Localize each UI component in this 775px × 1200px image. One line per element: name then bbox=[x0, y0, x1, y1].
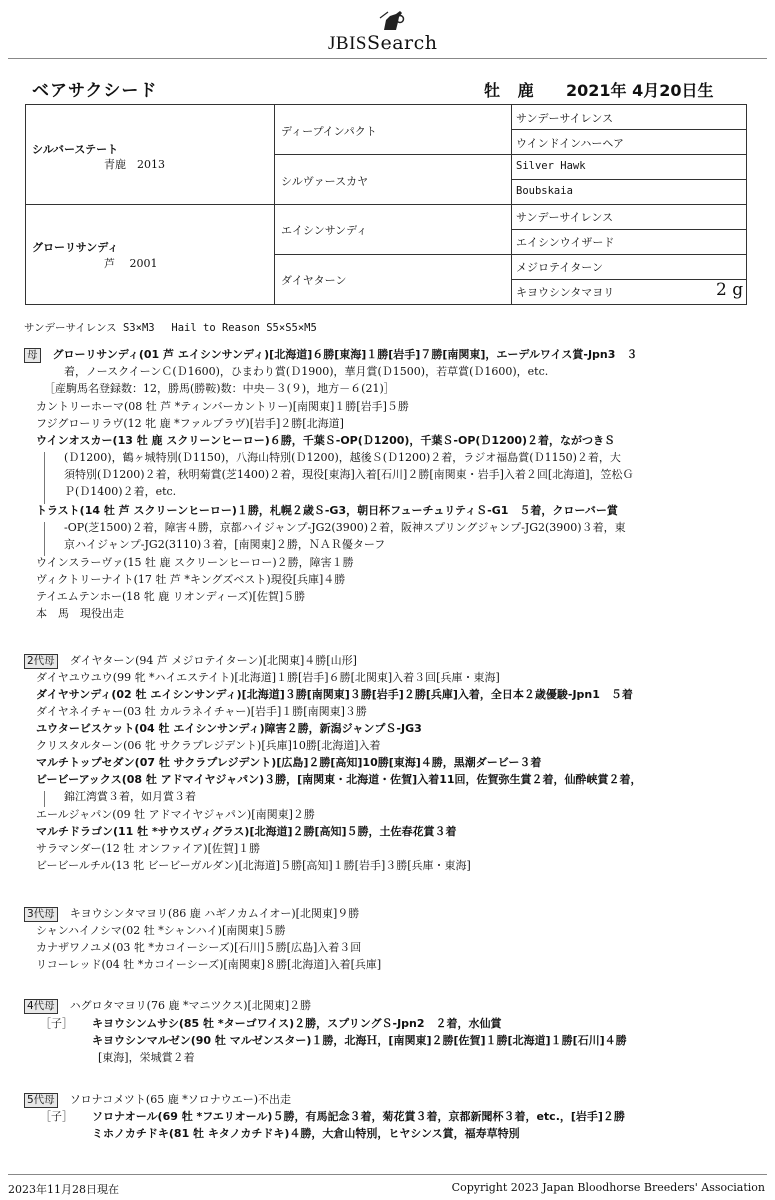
offspring-row[interactable]: ウインスラーヴァ(15 牡 鹿 スクリーンヒーロー)２勝，障害１勝 bbox=[36, 556, 354, 569]
header-divider bbox=[8, 58, 767, 59]
generation-note: 2 g bbox=[716, 280, 744, 300]
dam-name[interactable]: グローリサンディ bbox=[32, 241, 119, 254]
offspring-row[interactable]: ダイヤネイチャー(03 牡 カルラネイチャー)[岩手]１勝[南関東]３勝 bbox=[36, 705, 367, 718]
sire-name[interactable]: シルバーステート bbox=[32, 143, 119, 156]
sire-dam[interactable]: シルヴァースカヤ bbox=[281, 175, 369, 188]
dam-sire-sire[interactable]: サンデーサイレンス bbox=[516, 211, 614, 224]
dam-dam-dam[interactable]: キヨウシンタマヨリ bbox=[516, 286, 615, 299]
offspring-row[interactable]: マルチトップセダン(07 牡 サクラプレジデント)[広島]２勝[高知]10勝[東海]４勝，黒潮ダービー３着 bbox=[36, 756, 542, 769]
offspring-row: 本 馬 現役出走 bbox=[36, 607, 124, 620]
offspring-row-cont: -OP(芝1500)２着，障害４勝，京都ハイジャンプ-JG2(3900)２着，阪神スプリングジャンプ-JG2(3900)３着，東 bbox=[64, 521, 626, 534]
offspring-row[interactable]: カナザワノユメ(03 牝 *カコイーシーズ)[石川]５勝[広島]入着３回 bbox=[36, 941, 362, 954]
offspring-row[interactable]: カントリーホーマ(08 牡 芦 *ティンバーカントリー)[南関東]１勝[岩手]５勝 bbox=[36, 400, 409, 413]
offspring-row[interactable]: キヨウシンマルゼン(90 牡 マルゼンスター)１勝，北海Ｈ，[南関東]２勝[佐賀]１勝[北海道]１勝[石川]４勝 bbox=[92, 1034, 627, 1047]
gen1-line-2: ［産駒馬名登録数：12，勝馬(勝鞍)数：中央－３(９)，地方－６(21)］ bbox=[44, 382, 395, 395]
gen4-tag: 4代母 bbox=[24, 999, 58, 1014]
offspring-row[interactable]: ミホノカチドキ(81 牡 キタノカチドキ)４勝，大倉山特別，ヒヤシンス賞，福寿草特別 bbox=[92, 1127, 520, 1140]
offspring-row[interactable]: エールジャパン(09 牡 アドマイヤジャパン)[南関東]２勝 bbox=[36, 808, 315, 821]
dam-info: 芦 2001 bbox=[104, 257, 158, 270]
logo-text-left: JBIS bbox=[328, 33, 367, 54]
sire-dam-dam[interactable]: Boubskaia bbox=[516, 185, 573, 197]
gen2-tag: 2代母 bbox=[24, 654, 58, 669]
dam-sire[interactable]: エイシンサンディ bbox=[281, 224, 368, 237]
offspring-row[interactable]: ユウタービスケット(04 牡 エイシンサンディ)障害２勝，新潟ジャンプＳ-JG3 bbox=[36, 722, 422, 735]
dam-sire-dam[interactable]: エイシンウイザード bbox=[516, 236, 615, 249]
offspring-row-cont: 京ハイジャンプ-JG2(3110)３着，[南関東]２勝，ＮＡＲ優ターフ bbox=[64, 538, 386, 551]
offspring-row[interactable]: トラスト(14 牡 芦 スクリーンヒーロー)１勝，札幌２歳Ｓ-G3，朝日杯フューチュリティＳ-G1 ５着，クローバー賞 bbox=[36, 504, 618, 517]
offspring-row[interactable]: ソロナオール(69 牡 *フエリオール)５勝，有馬記念３着，菊花賞３着，京都新聞杯３着，etc.，[岩手]２勝 bbox=[92, 1110, 625, 1123]
offspring-row[interactable]: ダイヤサンディ(02 牡 エイシンサンディ)[北海道]３勝[南関東]３勝[岩手]２勝[兵庫]入着，全日本２歳優駿-Jpn1 ５着 bbox=[36, 688, 633, 701]
horse-birthdate: 2021年 4月20日生 bbox=[566, 81, 714, 100]
gen1-line-1: 着，ノースクイーンＣ(Ｄ1600)，ひまわり賞(Ｄ1900)，華月賞(Ｄ1500)，若草賞(Ｄ1600)，etc. bbox=[64, 365, 549, 378]
offspring-row[interactable]: リコーレッド(04 牡 *カコイーシーズ)[南関東]８勝[北海道]入着[兵庫] bbox=[36, 958, 382, 971]
jbis-logo[interactable] bbox=[328, 8, 468, 52]
horse-sex-color: 牡 鹿 bbox=[484, 81, 540, 100]
continuation-bar bbox=[44, 452, 45, 504]
offspring-row[interactable]: ダイヤユウユウ(99 牝 *ハイエステイト)[北海道]１勝[岩手]６勝[北関東]入着３回[兵庫・東海] bbox=[36, 671, 500, 684]
offspring-row-cont: (Ｄ1200)，鶴ヶ城特別(Ｄ1150)，八海山特別(Ｄ1200)，越後Ｓ(Ｄ1200)２着，ラジオ福島賞(Ｄ1150)２着，大 bbox=[64, 451, 621, 464]
copyright: Copyright 2023 Japan Bloodhorse Breeders' Association bbox=[451, 1181, 765, 1194]
sire-info: 青鹿 2013 bbox=[104, 158, 165, 171]
offspring-row[interactable]: サラマンダー(12 牡 オンファイア)[佐賀]１勝 bbox=[36, 842, 261, 855]
pedigree-table bbox=[25, 104, 747, 305]
sire-sire[interactable]: ディープインパクト bbox=[281, 125, 377, 138]
gen3-line-0: 3代母 キヨウシンタマヨリ(86 鹿 ハギノカムイオー)[北関東]９勝 bbox=[24, 905, 359, 922]
as-of-date: 2023年11月28日現在 bbox=[8, 1183, 119, 1196]
children-label: ［子］ bbox=[40, 1017, 73, 1030]
sire-sire-sire[interactable]: サンデーサイレンス bbox=[516, 112, 614, 125]
logo-text bbox=[328, 32, 438, 55]
offspring-row[interactable]: クリスタルターン(06 牝 サクラプレジデント)[兵庫]10勝[北海道]入着 bbox=[36, 739, 381, 752]
offspring-row[interactable]: フジグローリラヴ(12 牝 鹿 *ファルブラヴ)[岩手]２勝[北海道] bbox=[36, 417, 344, 430]
gen1-tag: 母 bbox=[24, 348, 41, 363]
offspring-row[interactable]: ヴィクトリーナイト(17 牡 芦 *キングズベスト)現役[兵庫]４勝 bbox=[36, 573, 346, 586]
offspring-row-cont: Ｐ(Ｄ1400)２着，etc. bbox=[64, 485, 177, 498]
footer-divider bbox=[8, 1174, 767, 1175]
offspring-row-cont: 須特別(Ｄ1200)２着，秋明菊賞(芝1400)２着，現役[東海]入着[石川]２勝[南関東・岩手]入着２回[北海道]，笠松Ｇ bbox=[64, 468, 634, 481]
gen1-line-0: 母 グローリサンディ(01 芦 エイシンサンディ)[北海道]６勝[東海]１勝[岩手]７勝[南関東]，エーデルワイス賞-Jpn3 ３ bbox=[24, 346, 637, 363]
offspring-row-cont: 錦江湾賞３着，如月賞３着 bbox=[64, 790, 196, 803]
gen3-tag: 3代母 bbox=[24, 907, 58, 922]
offspring-row[interactable]: マルチドラゴン(11 牡 *サウスヴィグラス)[北海道]２勝[高知]５勝，土佐春花賞３着 bbox=[36, 825, 457, 838]
offspring-row[interactable]: キヨウシンムサシ(85 牡 *ターゴワイス)２勝，スプリングＳ-Jpn2 ２着，水仙賞 bbox=[92, 1017, 502, 1030]
offspring-row[interactable]: ビービーアックス(08 牡 アドマイヤジャパン)３勝，[南関東・北海道・佐賀]入着11回，佐賀弥生賞２着，仙酔峡賞２着， bbox=[36, 773, 642, 786]
offspring-row[interactable]: ウインオスカー(13 牡 鹿 スクリーンヒーロー)６勝，千葉Ｓ-OP(Ｄ1200)，千葉Ｓ-OP(Ｄ1200)２着，ながつきＳ bbox=[36, 434, 616, 447]
continuation-bar bbox=[44, 791, 45, 807]
offspring-row-cont: [東海]，栄城賞２着 bbox=[98, 1051, 195, 1064]
dam-dam[interactable]: ダイヤターン bbox=[281, 274, 347, 287]
continuation-bar bbox=[44, 522, 45, 556]
dam-dam-sire[interactable]: メジロテイターン bbox=[516, 261, 604, 274]
gen4-line-0: 4代母 ハグロタマヨリ(76 鹿 *マニツクス)[北関東]２勝 bbox=[24, 997, 311, 1014]
sire-dam-sire[interactable]: Silver Hawk bbox=[516, 160, 586, 172]
children-label: ［子］ bbox=[40, 1110, 73, 1123]
gen5-tag: 5代母 bbox=[24, 1093, 58, 1108]
horse-name: ベアサクシード bbox=[32, 81, 158, 101]
offspring-row[interactable]: シャンハイノシマ(02 牡 *シャンハイ)[南関東]５勝 bbox=[36, 924, 286, 937]
offspring-row[interactable]: ビービールチル(13 牝 ビービーガルダン)[北海道]５勝[高知]１勝[岩手]３勝[兵庫・東海] bbox=[36, 859, 471, 872]
gen5-line-0: 5代母 ソロナコメツト(65 鹿 *ソロナウエー)不出走 bbox=[24, 1091, 291, 1108]
offspring-row[interactable]: テイエムテンホー(18 牝 鹿 リオンディーズ)[佐賀]５勝 bbox=[36, 590, 306, 603]
inbreeding-info: サンデーサイレンス S3×M3 Hail to Reason S5×S5×M5 bbox=[24, 322, 317, 334]
sire-sire-dam[interactable]: ウインドインハーヘア bbox=[516, 137, 625, 150]
logo-text-right: Search bbox=[366, 32, 438, 54]
gen2-line-0: 2代母 ダイヤターン(94 芦 メジロテイターン)[北関東]４勝[山形] bbox=[24, 652, 357, 669]
